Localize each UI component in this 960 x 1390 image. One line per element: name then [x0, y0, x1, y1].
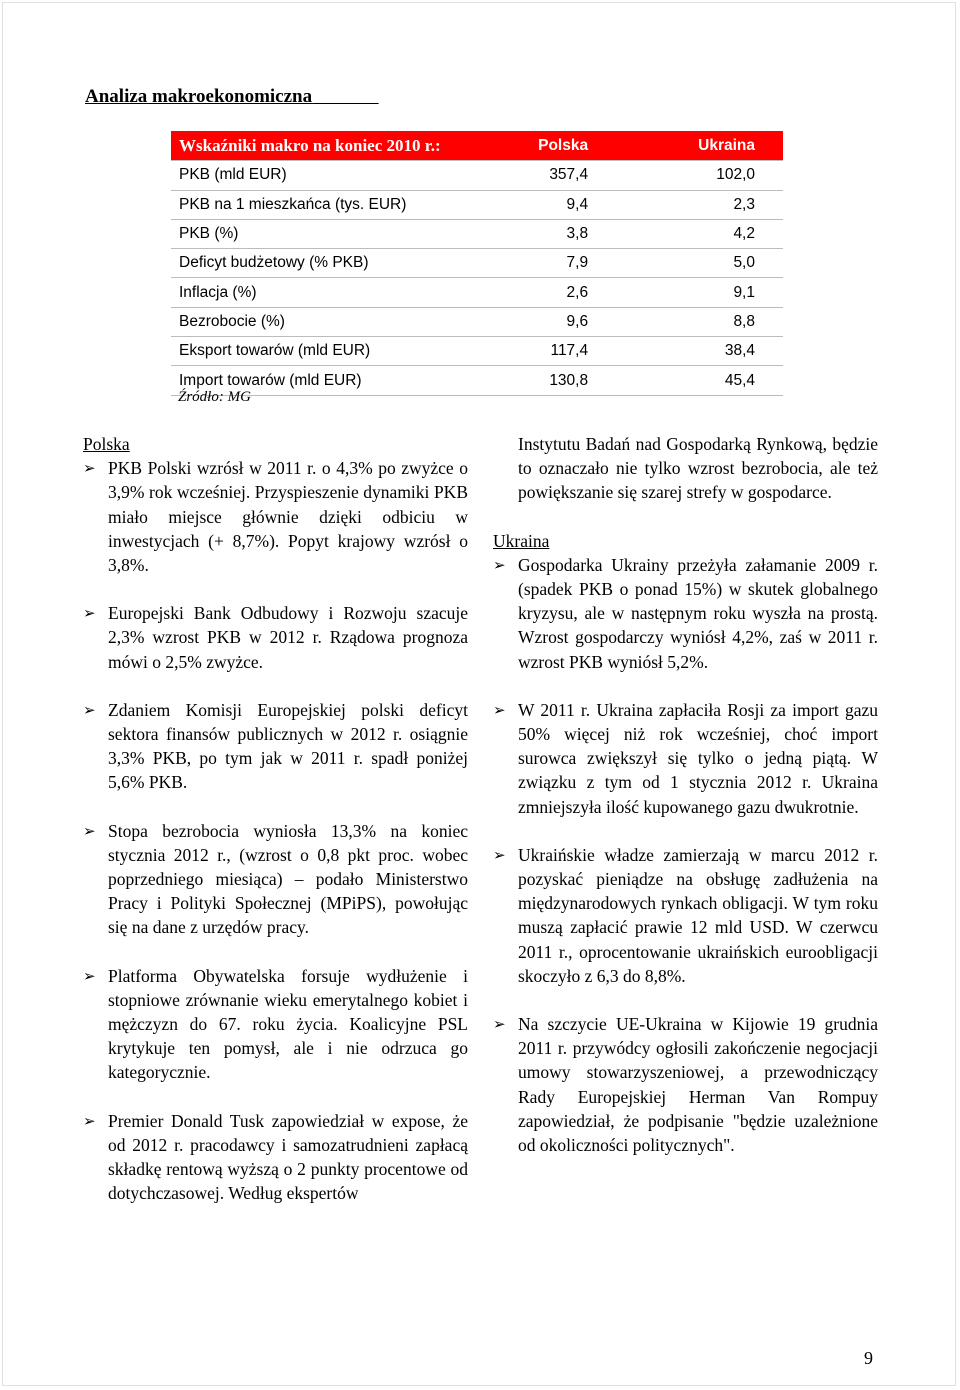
row-label: Bezrobocie (%) — [171, 307, 462, 336]
table-row — [171, 190, 783, 219]
list-item: ➢ Zdaniem Komisji Europejskiej polski deficyt sektora finansów publicznych w 2012 r. osiągnie 3,3% PKB, po tym jak w 2011 r. spadł poniżej 5,6% PKB. — [83, 699, 468, 793]
arrowhead-bullet-icon: ➢ — [493, 1015, 506, 1034]
row-polska-value: 117,4 — [462, 337, 628, 366]
row-polska-value: 9,4 — [462, 190, 628, 219]
list-item: ➢ Stopa bezrobocia wyniosła 13,3% na koniec stycznia 2012 r., (wzrost o 0,8 pkt proc. wobec poprzedniego miesiąca) – podało Ministerstwo Pracy i Polityki Społecznej (MPiPS), powołując się na dane z urzędów pracy. — [83, 820, 468, 938]
table-header-row — [171, 132, 783, 161]
row-ukraina-value: 8,8 — [628, 307, 783, 336]
row-polska-value: 3,8 — [462, 219, 628, 248]
row-label: PKB (%) — [171, 219, 462, 248]
arrowhead-bullet-icon: ➢ — [83, 821, 96, 840]
table-row — [171, 366, 783, 395]
continued-paragraph: Instytutu Badań nad Gospodarką Rynkową, będzie to oznaczało nie tylko wzrost bezrobocia, ale też powiększanie się szarej strefy w gospodarce. — [518, 434, 878, 503]
list-item: ➢ Platforma Obywatelska forsuje wydłużenie i stopniowe zrównanie wieku emerytalnego kobiet i mężczyzn do 67. roku życia. Koalicyjne PSL krytykuje ten pomysł, ale i nie odrzuca go kategorycznie. — [83, 965, 468, 1083]
list-item: ➢ W 2011 r. Ukraina zapłaciła Rosji za import gazu 50% więcej niż rok wcześniej, choć import surowca zwiększył się tylko o jedną piątą. W związku z tym od 1 stycznia 2012 r. Ukraina zmniejszyła ilość kupowanego gazu dwukrotnie. — [493, 699, 878, 817]
row-ukraina-value: 102,0 — [628, 161, 783, 190]
row-polska-value: 357,4 — [462, 161, 628, 190]
row-label: Deficyt budżetowy (% PKB) — [171, 249, 462, 278]
row-polska-value: 9,6 — [462, 307, 628, 336]
list-item: ➢ Europejski Bank Odbudowy i Rozwoju szacuje 2,3% wzrost PKB w 2012 r. Rządowa prognoza mówi o 2,5% zwyżce. — [83, 603, 468, 672]
table-row — [171, 337, 783, 366]
table-header-polska: Polska — [462, 132, 628, 161]
heading-ukraina: Ukraina — [493, 530, 550, 551]
list-item: ➢ PKB Polski wzrósł w 2011 r. o 4,3% po zwyżce o 3,9% rok wcześniej. Przyspieszenie dynamiki PKB miało miejsce głównie dzięki odbiciu w inwestycjach (+ 8,7%). Popyt krajowy wzrósł o 3,8%. — [83, 458, 468, 576]
table-row — [171, 161, 783, 190]
row-ukraina-value: 9,1 — [628, 278, 783, 307]
list-item: ➢ Premier Donald Tusk zapowiedział w expose, że od 2012 r. pracodawcy i samozatrudnieni zapłacą składkę rentową wyższą o 2 punkty procentowe od dotychczasowej. Według ekspertów — [83, 1110, 468, 1204]
table-row — [171, 278, 783, 307]
macro-indicators-table — [171, 131, 783, 396]
row-ukraina-value: 45,4 — [628, 366, 783, 395]
arrowhead-bullet-icon: ➢ — [493, 700, 506, 719]
row-label: PKB (mld EUR) — [171, 161, 462, 190]
row-label: Inflacja (%) — [171, 278, 462, 307]
arrowhead-bullet-icon: ➢ — [493, 555, 506, 574]
row-ukraina-value: 38,4 — [628, 337, 783, 366]
arrowhead-bullet-icon: ➢ — [83, 966, 96, 985]
row-label: Eksport towarów (mld EUR) — [171, 337, 462, 366]
list-item: ➢ Ukraińskie władze zamierzają w marcu 2012 r. pozyskać pieniądze na obsługę zadłużenia na międzynarodowych rynkach obligacji. W tym roku muszą zapłacić prawie 12 mld USD. W czerwcu 2011 r., oprocentowanie ukraińskich euroobligacji skoczyło z 6,3 do 8,8%. — [493, 844, 878, 986]
list-item: ➢ Gospodarka Ukrainy przeżyła załamanie 2009 r. (spadek PKB o ponad 15%) w skutek globalnego kryzysu, ale w następnym roku wyszła na prostą. Wzrost gospodarczy wyniósł 4,2%, zaś w 2011 r. wzrost PKB wyniósł 5,2%. — [493, 554, 878, 672]
arrowhead-bullet-icon: ➢ — [83, 459, 96, 478]
heading-polska: Polska — [83, 434, 130, 454]
table-row — [171, 219, 783, 248]
arrowhead-bullet-icon: ➢ — [493, 845, 506, 864]
left-column — [83, 432, 468, 1205]
list-item: ➢ Na szczycie UE-Ukraina w Kijowie 19 grudnia 2011 r. przywódcy ogłosili zakończenie negocjacji umowy stowarzyszeniowej, a przewodniczący Rady Europejskiej Herman Van Rompuy zapowiedział, że podpisanie "będzie uzależnione od okoliczności politycznych". — [493, 1014, 878, 1156]
row-polska-value: 130,8 — [462, 366, 628, 395]
arrowhead-bullet-icon: ➢ — [83, 700, 96, 719]
row-ukraina-value: 2,3 — [628, 190, 783, 219]
arrowhead-bullet-icon: ➢ — [83, 604, 96, 623]
table-row — [171, 307, 783, 336]
right-column — [493, 432, 878, 1157]
section-title: Analiza makroekonomiczna — [85, 86, 313, 107]
arrowhead-bullet-icon: ➢ — [83, 1111, 96, 1130]
table-source-note: Źródło: MG — [178, 389, 251, 405]
table-header-ukraina: Ukraina — [628, 132, 783, 161]
table-header-label: Wskaźniki makro na koniec 2010 r.: — [171, 132, 462, 161]
row-label: PKB na 1 mieszkańca (tys. EUR) — [171, 190, 462, 219]
row-ukraina-value: 5,0 — [628, 249, 783, 278]
row-polska-value: 7,9 — [462, 249, 628, 278]
table-row — [171, 249, 783, 278]
page-number: 9 — [864, 1348, 873, 1368]
row-polska-value: 2,6 — [462, 278, 628, 307]
row-ukraina-value: 4,2 — [628, 219, 783, 248]
row-label: Import towarów (mld EUR) — [171, 366, 462, 395]
